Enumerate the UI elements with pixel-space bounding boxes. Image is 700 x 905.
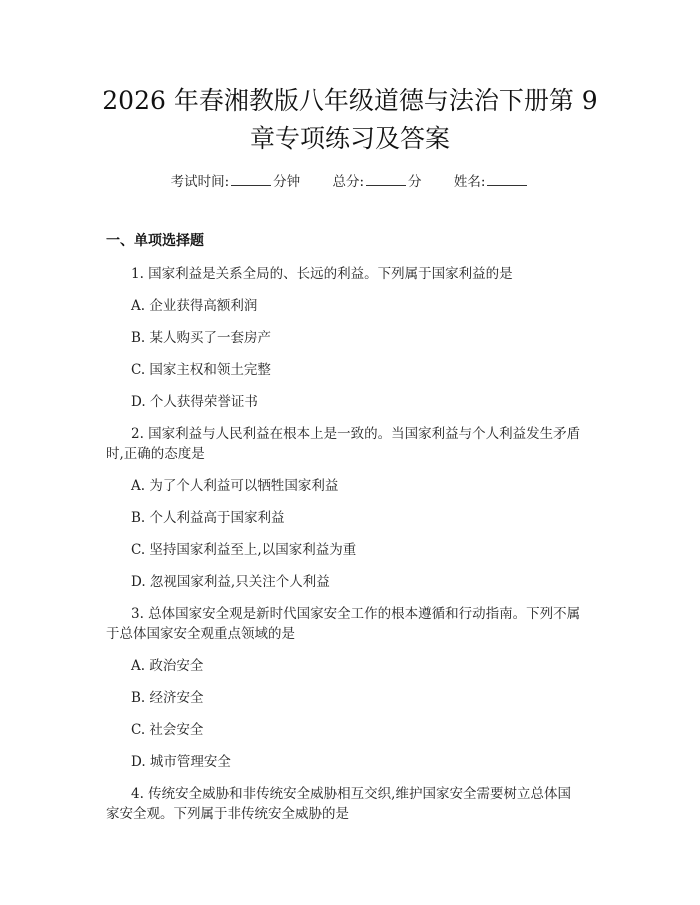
exam-time xyxy=(171,174,305,190)
question-2-cont: 时,正确的态度是 xyxy=(106,446,205,462)
time-label: 考试时间: xyxy=(170,174,230,190)
q2-option-c: C. 坚持国家利益至上,以国家利益为重 xyxy=(131,542,357,558)
score-label: 总分: xyxy=(332,174,365,190)
name-blank xyxy=(487,173,527,186)
q2-option-b: B. 个人利益高于国家利益 xyxy=(131,510,285,526)
q1-option-a: A. 企业获得高额利润 xyxy=(131,298,258,314)
q2-option-d: D. 忽视国家利益,只关注个人利益 xyxy=(131,574,330,590)
exam-name xyxy=(454,174,530,190)
document-title xyxy=(70,82,630,158)
score-blank xyxy=(366,173,406,186)
question-3-cont: 于总体国家安全观重点领域的是 xyxy=(106,626,295,642)
section-title: 一、单项选择题 xyxy=(106,233,204,249)
q2-option-a: A. 为了个人利益可以牺牲国家利益 xyxy=(131,478,339,494)
score-unit: 分 xyxy=(408,174,422,190)
question-4-cont: 家安全观。下列属于非传统安全威胁的是 xyxy=(106,806,349,822)
name-label: 姓名: xyxy=(453,174,486,190)
q3-option-a: A. 政治安全 xyxy=(131,658,204,674)
question-1: 1. 国家利益是关系全局的、长远的利益。下列属于国家利益的是 xyxy=(131,266,513,282)
q3-option-d: D. 城市管理安全 xyxy=(131,754,231,770)
question-4: 4. 传统安全威胁和非传统安全威胁相互交织,维护国家安全需要树立总体国 xyxy=(131,786,571,802)
question-2: 2. 国家利益与人民利益在根本上是一致的。当国家利益与个人利益发生矛盾 xyxy=(131,426,581,442)
q1-option-b: B. 某人购买了一套房产 xyxy=(131,330,272,346)
exam-meta xyxy=(0,170,700,190)
q1-option-c: C. 国家主权和领土完整 xyxy=(131,362,271,378)
title-line-1: 2026 年春湘教版八年级道德与法治下册第 9 xyxy=(102,86,598,115)
q3-option-c: C. 社会安全 xyxy=(131,722,204,738)
time-blank xyxy=(231,173,271,186)
time-unit: 分钟 xyxy=(273,174,301,190)
title-line-2: 章专项练习及答案 xyxy=(249,124,450,153)
q1-option-d: D. 个人获得荣誉证书 xyxy=(131,394,258,410)
question-3: 3. 总体国家安全观是新时代国家安全工作的根本遵循和行动指南。下列不属 xyxy=(131,606,581,622)
q3-option-b: B. 经济安全 xyxy=(131,690,204,706)
exam-score xyxy=(332,174,425,190)
